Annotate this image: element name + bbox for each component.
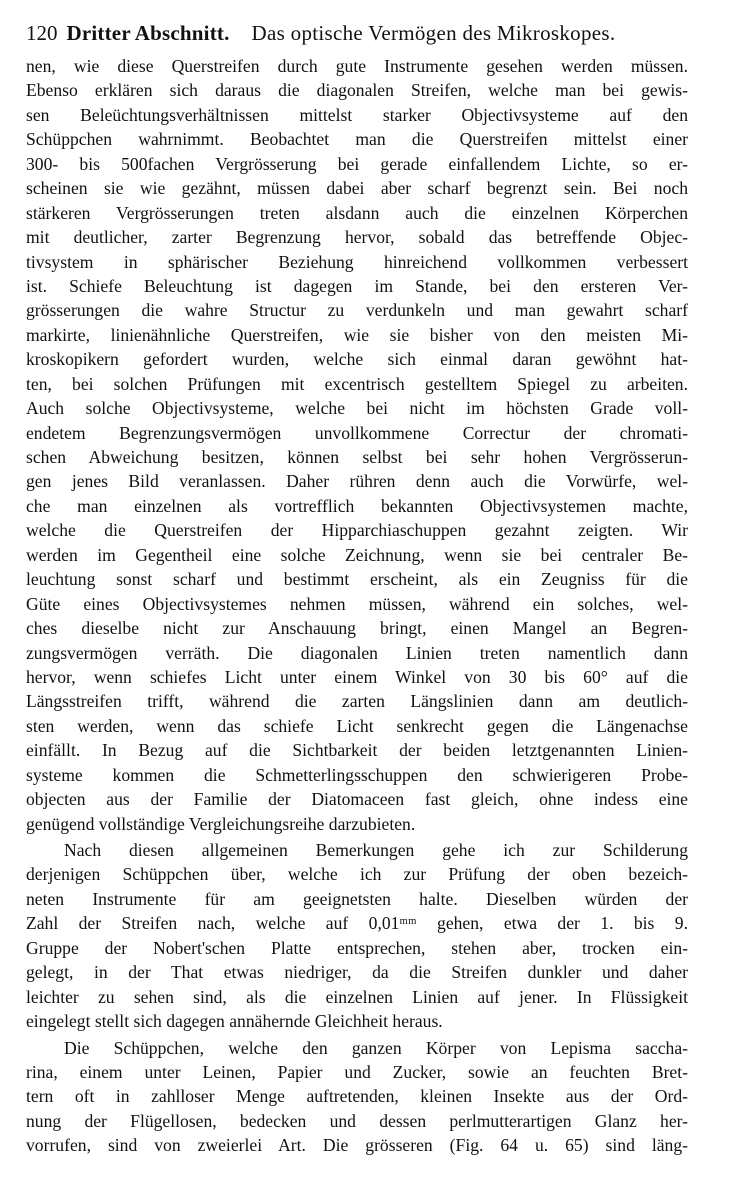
section-title: Dritter Abschnitt. [66, 21, 230, 45]
text-line: rina, einem unter Leinen, Papier und Zucker, sowie an feuchten Bret- [26, 1061, 688, 1082]
text-line: systeme kommen die Schmetterlingsschuppen den schwierigeren Probe- [26, 764, 688, 785]
paragraph [26, 54, 688, 836]
text-line: ches dieselbe nicht zur Anschauung bringt, einen Mangel an Begren- [26, 618, 688, 639]
text-line: markirte, linienähnliche Querstreifen, wie sie bisher von den meisten Mi- [26, 324, 688, 345]
text-line: gen jenes Bild veranlassen. Daher rühren denn auch die Vorwürfe, wel- [26, 471, 688, 492]
text-line: kroskopikern gefordert wurden, welche sich einmal daran gewöhnt hat- [26, 349, 688, 370]
chapter-title: Das optische Vermögen des Mikroskopes. [251, 21, 616, 45]
text-line: vorrufen, sind von zweierlei Art. Die grösseren (Fig. 64 u. 65) sind läng- [26, 1135, 688, 1156]
text-line: ist. Schiefe Beleuchtung ist dagegen im Stande, bei den ersteren Ver- [26, 275, 688, 296]
book-page [26, 18, 688, 1158]
paragraph [26, 1036, 688, 1158]
text-line: tivsystem in sphärischer Beziehung hinreichend vollkommen verbessert [26, 251, 688, 272]
text-line: nen, wie diese Querstreifen durch gute Instrumente gesehen werden müssen. [26, 56, 688, 76]
text-line: eingelegt stellt sich dagegen annähernde Gleichheit heraus. [26, 1011, 443, 1032]
text-line: Güte eines Objectivsystemes nehmen müssen, während ein solches, wel- [26, 593, 688, 614]
text-line: einfällt. In Bezug auf die Sichtbarkeit der beiden letztgenannten Linien- [26, 740, 688, 761]
text-line: ten, bei solchen Prüfungen mit excentrisch gestelltem Spiegel zu arbeiten. [26, 373, 688, 394]
text-line: stärkeren Vergrösserungen treten alsdann auch die einzelnen Körperchen [26, 202, 688, 223]
text-line: che man einzelnen als vortrefflich bekannten Objectivsystemen machte, [26, 495, 688, 516]
text-line: genügend vollständige Vergleichungsreihe darzubieten. [26, 813, 416, 834]
text-line: Nach diesen allgemeinen Bemerkungen gehe ich zur Schilderung [64, 840, 688, 860]
text-line: werden im Gegentheil eine solche Zeichnung, wenn sie bei centraler Be- [26, 544, 688, 565]
text-line: Längsstreifen trifft, während die zarten Längslinien dann am deutlich- [26, 691, 688, 712]
text-line: sen Beleüchtungsverhältnissen mittelst starker Objectivsysteme auf den [26, 104, 688, 125]
text-line: zungsvermögen verräth. Die diagonalen Linien treten namentlich dann [26, 642, 688, 663]
text-line: grösserungen die wahre Structur zu verdunkeln und man gewahrt scharf [26, 300, 688, 321]
text-line: sten werden, wenn das schiefe Licht senkrecht gegen die Längenachse [26, 715, 688, 736]
text-line: endetem Begrenzungsvermögen unvollkommene Correctur der chromati- [26, 422, 688, 443]
text-line: mit deutlicher, zarter Begrenzung hervor, sobald das betreffende Objec- [26, 227, 688, 248]
paragraph [26, 838, 688, 1034]
text-line: neten Instrumente für am geeignetsten halte. Dieselben würden der [26, 888, 688, 909]
text-line: leuchtung sonst scharf und bestimmt erscheint, als ein Zeugniss für die [26, 569, 688, 590]
body-text [26, 54, 688, 1158]
text-line: Schüppchen wahrnimmt. Beobachtet man die Querstreifen mittelst einer [26, 129, 688, 150]
text-line: gelegt, in der That etwas niedriger, da die Streifen dunkler und daher [26, 962, 688, 983]
text-line: 300- bis 500fachen Vergrösserung bei gerade einfallendem Lichte, so er- [26, 153, 688, 174]
text-line: hervor, wenn schiefes Licht unter einem Winkel von 30 bis 60° auf die [26, 666, 688, 687]
text-line: derjenigen Schüppchen über, welche ich zur Prüfung der oben bezeich- [26, 864, 688, 885]
text-line: schen Abweichung besitzen, können selbst bei sehr hohen Vergrösserun- [26, 447, 688, 467]
page-number: 120 [26, 21, 58, 45]
text-line: Ebenso erklären sich daraus die diagonalen Streifen, welche man bei gewis- [26, 80, 688, 101]
text-line: tern oft in zahlloser Menge auftretenden, kleinen Insekte aus der Ord- [26, 1086, 688, 1107]
running-header [26, 18, 688, 52]
text-line: nung der Flügellosen, bedecken und dessen perlmutterartigen Glanz her- [26, 1110, 688, 1131]
text-line: Die Schüppchen, welche den ganzen Körper von Lepisma saccha- [64, 1037, 688, 1058]
text-line: welche die Querstreifen der Hipparchiaschuppen gezahnt zeigten. Wir [26, 520, 688, 541]
text-line: Auch solche Objectivsysteme, welche bei nicht im höchsten Grade voll- [26, 398, 688, 419]
text-line: Gruppe der Nobert'schen Platte entsprechen, stehen aber, trocken ein- [26, 937, 688, 958]
text-line: objecten aus der Familie der Diatomaceen fast gleich, ohne indess eine [26, 789, 688, 810]
text-line: scheinen sie wie gezähnt, müssen dabei aber scharf begrenzt sein. Bei noch [26, 178, 688, 199]
text-line: Zahl der Streifen nach, welche auf 0,01ᵐᵐ gehen, etwa der 1. bis 9. [26, 913, 688, 934]
text-line: leichter zu sehen sind, als die einzelnen Linien auf jener. In Flüssigkeit [26, 986, 688, 1007]
